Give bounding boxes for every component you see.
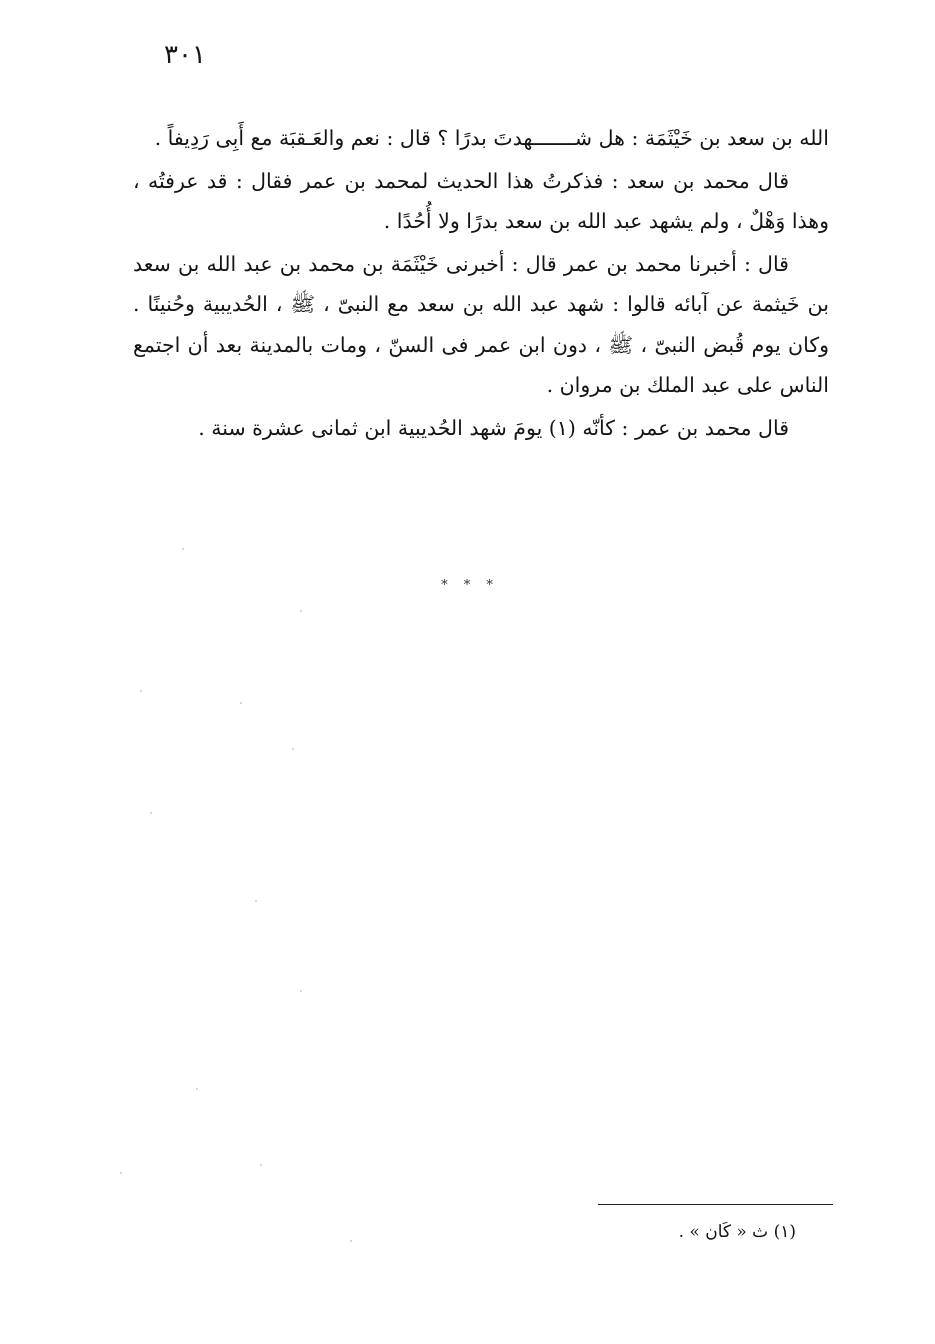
scan-speck	[300, 610, 302, 612]
scan-speck	[292, 748, 294, 750]
footnote: (١) ث « كَان » .	[678, 1222, 796, 1242]
scan-speck	[350, 1240, 352, 1242]
section-separator: * * *	[441, 578, 499, 593]
scan-speck	[120, 1172, 122, 1174]
scan-speck	[300, 990, 302, 992]
paragraph: قال محمد بن عمر : كأنّه (١) يومَ شهد الحُديبية ابن ثمانى عشرة سنة .	[198, 415, 789, 440]
scan-speck	[182, 548, 184, 550]
scan-speck	[260, 1164, 262, 1166]
scan-speck	[140, 690, 142, 692]
scan-speck	[150, 812, 152, 814]
scan-speck	[240, 702, 242, 704]
scan-speck	[255, 900, 257, 902]
paragraph: قال : أخبرنا محمد بن عمر قال : أخبرنى خَيْثَمَة بن محمد بن عبد الله بن سعد بن خَيثمة عن آبائه قالوا : شهد عبد الله بن سعد مع النبىّ ، ﷺ ، الحُديبية وحُنينًا . وكان يوم قُبض النبىّ ، ﷺ ، دون ابن عمر فى السنّ ، ومات بالمدينة بعد أن اجتمع الناس على عبد الملك بن مروان .	[133, 251, 829, 397]
body-text	[133, 118, 829, 450]
page-number: ٣٠١	[164, 40, 206, 70]
footnote-rule	[598, 1204, 833, 1205]
paragraph-continuation: الله بن سعد بن خَيْثَمَة : هل شـــــــهدتَ بدرًا ؟ قال : نعم والعَـقبَة مع أَبِى رَدِيفاً .	[154, 126, 829, 150]
paragraph: قال محمد بن سعد : فذكرتُ هذا الحديث لمحمد بن عمر فقال : قد عرفتُه ، وهذا وَهْلٌ ، ولم يشهد عبد الله بن سعد بدرًا ولا أُحُدًا .	[133, 168, 829, 233]
scan-speck	[196, 1088, 198, 1090]
